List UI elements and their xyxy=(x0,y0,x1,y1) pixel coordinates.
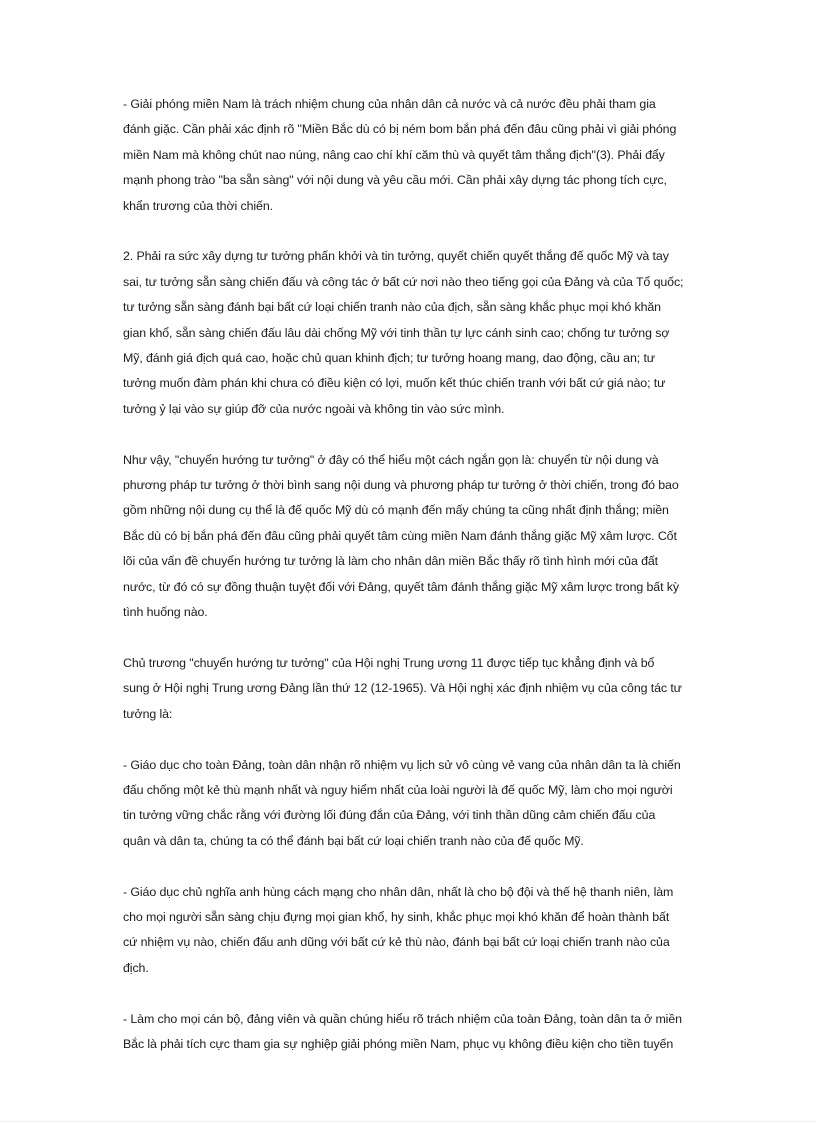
paragraph-ideological-shift: Như vậy, "chuyển hướng tư tưởng" ở đây có thể hiểu một cách ngắn gọn là: chuyển từ nội dung và phương pháp tư tưởng ở thời bình sang nội dung và phương pháp tư tưởng ở thời chiến, trong đó bao gồm những nội dung cụ thể là đế quốc Mỹ dù có mạnh đến mấy chúng ta cũng nhất định thắng; miền Bắc dù có bị bắn phá đến đâu cũng phải quyết tâm cùng miền Nam đánh thắng giặc Mỹ xâm lược. Cốt lõi của vấn đề chuyển hướng tư tưởng là làm cho nhân dân miền Bắc thấy rõ tình hình mới của đất nước, từ đó có sự đồng thuận tuyệt đối với Đảng, quyết tâm đánh thắng giặc Mỹ xâm lược trong bất kỳ tình huống nào. xyxy=(123,452,679,620)
page-bottom-divider xyxy=(0,1121,816,1122)
paragraph-cadre-responsibility: - Làm cho mọi cán bộ, đảng viên và quần chúng hiểu rõ trách nhiệm của toàn Đảng, toàn dân ta ở miền Bắc là phải tích cực tham gia sự nghiệp giải phóng miền Nam, phục vụ không điều kiện cho tiền tuyến xyxy=(123,1011,682,1051)
paragraph-confidence-building: 2. Phải ra sức xây dựng tư tưởng phấn khởi và tin tưởng, quyết chiến quyết thắng đế quốc Mỹ và tay sai, tư tưởng sẵn sàng chiến đấu và công tác ở bất cứ nơi nào theo tiếng gọi của Đảng và của Tổ quốc; tư tưởng sẵn sàng đánh bại bất cứ loại chiến tranh nào của địch, sẵn sàng khắc phục mọi khó khăn gian khổ, sẵn sàng chiến đấu lâu dài chống Mỹ với tinh thần tự lực cánh sinh cao; chống tư tưởng sợ Mỹ, đánh giá địch quá cao, hoặc chủ quan khinh địch; tư tưởng hoang mang, dao động, cầu an; tư tưởng muốn đàm phán khi chưa có điều kiện có lợi, muốn kết thúc chiến tranh với bất cứ giá nào; tư tưởng ỷ lại vào sự giúp đỡ của nước ngoài và không tin vào sức mình. xyxy=(123,249,684,416)
paragraph-liberation-responsibility: - Giải phóng miền Nam là trách nhiệm chung của nhân dân cả nước và cả nước đều phải tham gia đánh giặc. Cần phải xác định rõ "Miền Bắc dù có bị ném bom bắn phá đến đâu cũng phải vì giải phóng miền Nam mà không chút nao núng, nâng cao chí khí căm thù và quyết tâm thắng địch"(3). Phải đẩy mạnh phong trào "ba sẵn sàng" với nội dung và yêu cầu mới. Cần phải xây dựng tác phong tích cực, khẩn trương của thời chiến. xyxy=(123,97,677,213)
paragraph-conference-policy: Chủ trương "chuyển hướng tư tưởng" của Hội nghị Trung ương 11 được tiếp tục khẳng định và bổ sung ở Hội nghị Trung ương Đảng lần thứ 12 (12-1965). Và Hội nghị xác định nhiệm vụ của công tác tư tưởng là: xyxy=(123,655,682,721)
document-body xyxy=(123,92,695,1083)
paragraph-education-party: - Giáo dục cho toàn Đảng, toàn dân nhận rõ nhiệm vụ lịch sử vô cùng vẻ vang của nhân dân ta là chiến đấu chống một kẻ thù mạnh nhất và nguy hiểm nhất của loài người là đế quốc Mỹ, làm cho mọi người tin tưởng vững chắc rằng với đường lối đúng đắn của Đảng, với tinh thần dũng cảm chiến đấu của quân và dân ta, chúng ta có thể đánh bại bất cứ loại chiến tranh nào của đế quốc Mỹ. xyxy=(123,757,681,848)
paragraph-revolutionary-heroism: - Giáo dục chủ nghĩa anh hùng cách mạng cho nhân dân, nhất là cho bộ đội và thế hệ thanh niên, làm cho mọi người sẵn sàng chịu đựng mọi gian khổ, hy sinh, khắc phục mọi khó khăn để hoàn thành bất cứ nhiệm vụ nào, chiến đấu anh dũng với bất cứ kẻ thù nào, đánh bại bất cứ loại chiến tranh nào của địch. xyxy=(123,884,674,975)
